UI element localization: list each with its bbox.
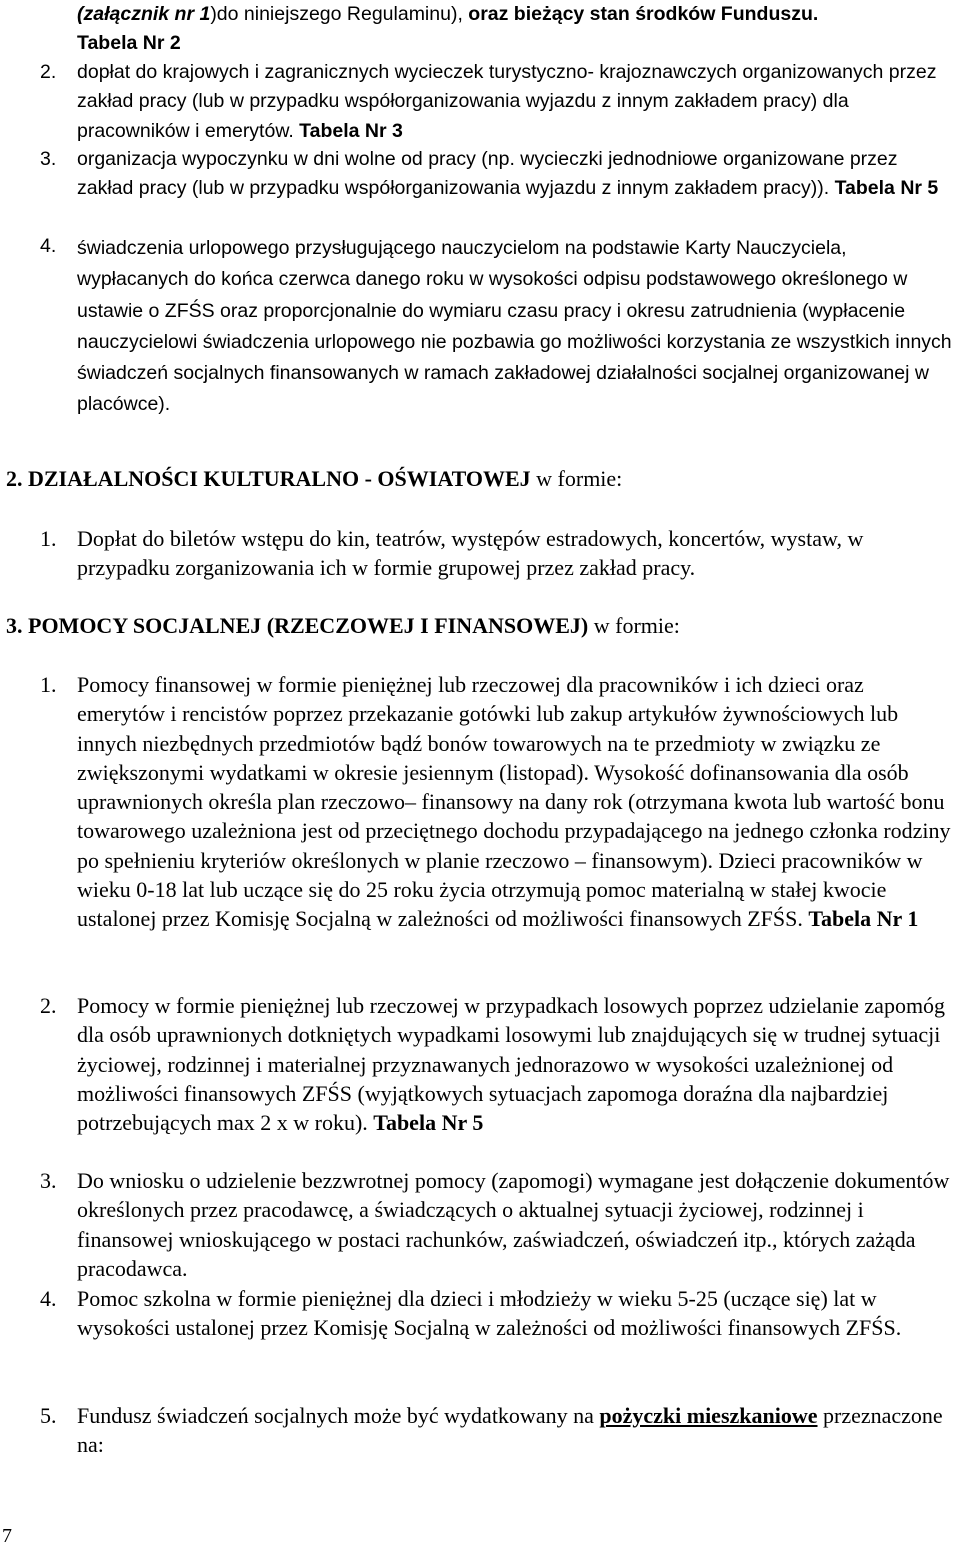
list-item [40, 524, 956, 583]
item-text: Pomoc szkolna w formie pieniężnej dla dzieci i młodzieży w wieku 5-25 (uczące się) lat w wysokości ustalonej przez Komisję Socjalną w zależności od możliwości finansowych ZFŚS. [77, 1286, 902, 1341]
list-item [40, 1284, 956, 1343]
list-item [40, 1166, 956, 1283]
item-text: Pomocy finansowej w formie pieniężnej lub rzeczowej dla pracowników i ich dzieci oraz emerytów i rencistów poprzez przekazanie gotówki lub zakup artykułów żywnościowych lub innych niezbędnych przedmiotów bądź bonów towarowych na te przedmioty w związku ze zwiększonymi wydatkami w okresie jesiennym (listopad). Wysokość dofinansowania dla osób uprawnionych określa plan rzeczowo– finansowy na dany rok (otrzymana kwota lub wartość bonu towarowego uzależniona jest od przeciętnego dochodu przypadającego na jednego członka rodziny po spełnieniu kryteriów określonych w planie rzeczowo – finansowym). Dzieci pracowników w wieku 0-18 lat lub uczące się do 25 roku życia otrzymują pomoc materialną w stałej kwocie ustalonej przez Komisję Socjalną w zależności od możliwości finansowych ZFŚS. [77, 672, 951, 932]
attachment-ref: (załącznik nr 1 [77, 3, 211, 25]
item-number: 4. [40, 235, 57, 257]
item-number: 3. [40, 148, 57, 170]
list-item [40, 58, 956, 146]
list-item [40, 1401, 956, 1460]
table-reference: Tabela Nr 5 [834, 177, 939, 200]
item-text: Fundusz świadczeń socjalnych może być wydatkowany na [77, 1403, 600, 1428]
item-number: 3. [40, 1168, 57, 1193]
fund-balance-text: oraz bieżący stan środków Funduszu. [468, 3, 819, 25]
item-number: 4. [40, 1286, 57, 1311]
item-text: Dopłat do biletów wstępu do kin, teatrów, występów estradowych, koncertów, wystaw, w przypadku zorganizowania ich w formie grupowej przez zakład pracy. [77, 526, 864, 581]
list-item [40, 670, 956, 934]
item-number: 5. [40, 1403, 57, 1428]
list-item [40, 232, 956, 420]
item-text: dopłat do krajowych i zagranicznych wycieczek turystyczno- krajoznawczych organizowanych przez zakład pracy (lub w przypadku współorganizowania wyjazdu z innym zakładem pracy) dla pracowników i emerytów. [77, 61, 937, 142]
intro-line-1 [77, 0, 957, 29]
table-reference: Tabela Nr 3 [299, 119, 403, 142]
table-ref-2: Tabela Nr 2 [77, 32, 181, 54]
item-text-continued: przeznaczone na: [77, 1403, 943, 1458]
list-item [40, 145, 956, 204]
list-item [40, 991, 956, 1137]
item-text: organizacja wypoczynku w dni wolne od pracy (np. wycieczki jednodniowe organizowane przez zakład pracy (lub w przypadku współorganizowania wyjazdu z innym zakładem pracy)). [77, 148, 898, 200]
housing-loans-emphasis: pożyczki mieszkaniowe [599, 1403, 818, 1428]
item-number: 1. [40, 672, 57, 697]
intro-text: )do niniejszego Regulaminu), [210, 3, 469, 25]
section-heading: 2. DZIAŁALNOŚCI KULTURALNO - OŚWIATOWEJ w formie: [6, 466, 623, 491]
item-number: 2. [40, 61, 57, 83]
item-text: Do wniosku o udzielenie bezzwrotnej pomocy (zapomogi) wymagane jest dołączenie dokumentów określonych przez pracodawcę, a świadczących o aktualnej sytuacji życiowej, rodzinnej i finansowej wnioskującego w postaci rachunków, zaświadczeń, oświadczeń itp., których zażąda pracodawca. [77, 1168, 950, 1281]
table-reference: Tabela Nr 1 [808, 906, 919, 932]
table-reference: Tabela Nr 5 [373, 1110, 484, 1136]
item-text: świadczenia urlopowego przysługującego nauczycielom na podstawie Karty Nauczyciela, wypłacanych do końca czerwca danego roku w wysokości odpisu podstawowego określonego w ustawie o ZFŚS oraz proporcjonalnie do wymiaru czasu pracy i okresu zatrudnienia (wypłacenie nauczycielowi świadczenia urlopowego nie pozbawia go możliwości korzystania ze wszystkich innych świadczeń socjalnych finansowanych w ramach zakładowej działalności socjalnej organizowanej w placówce). [77, 237, 952, 416]
item-number: 1. [40, 526, 57, 551]
item-text: Pomocy w formie pieniężnej lub rzeczowej w przypadkach losowych poprzez udzielanie zapomóg dla osób uprawnionych dotkniętych wypadkami losowymi lub znajdujących się w trudnej sytuacji życiowej, rodzinnej i materialnej przyznawanych jednorazowo w wysokości uzależnionej od możliwości finansowych ZFŚS (wyjątkowych sytuacjach zapomoga doraźna dla najbardziej potrzebujących max 2 x w roku). [77, 993, 946, 1136]
section-heading: 3. POMOCY SOCJALNEJ (RZECZOWEJ I FINANSOWEJ) w formie: [6, 613, 680, 638]
item-number: 2. [40, 993, 57, 1018]
page-number: 7 [2, 1525, 12, 1547]
